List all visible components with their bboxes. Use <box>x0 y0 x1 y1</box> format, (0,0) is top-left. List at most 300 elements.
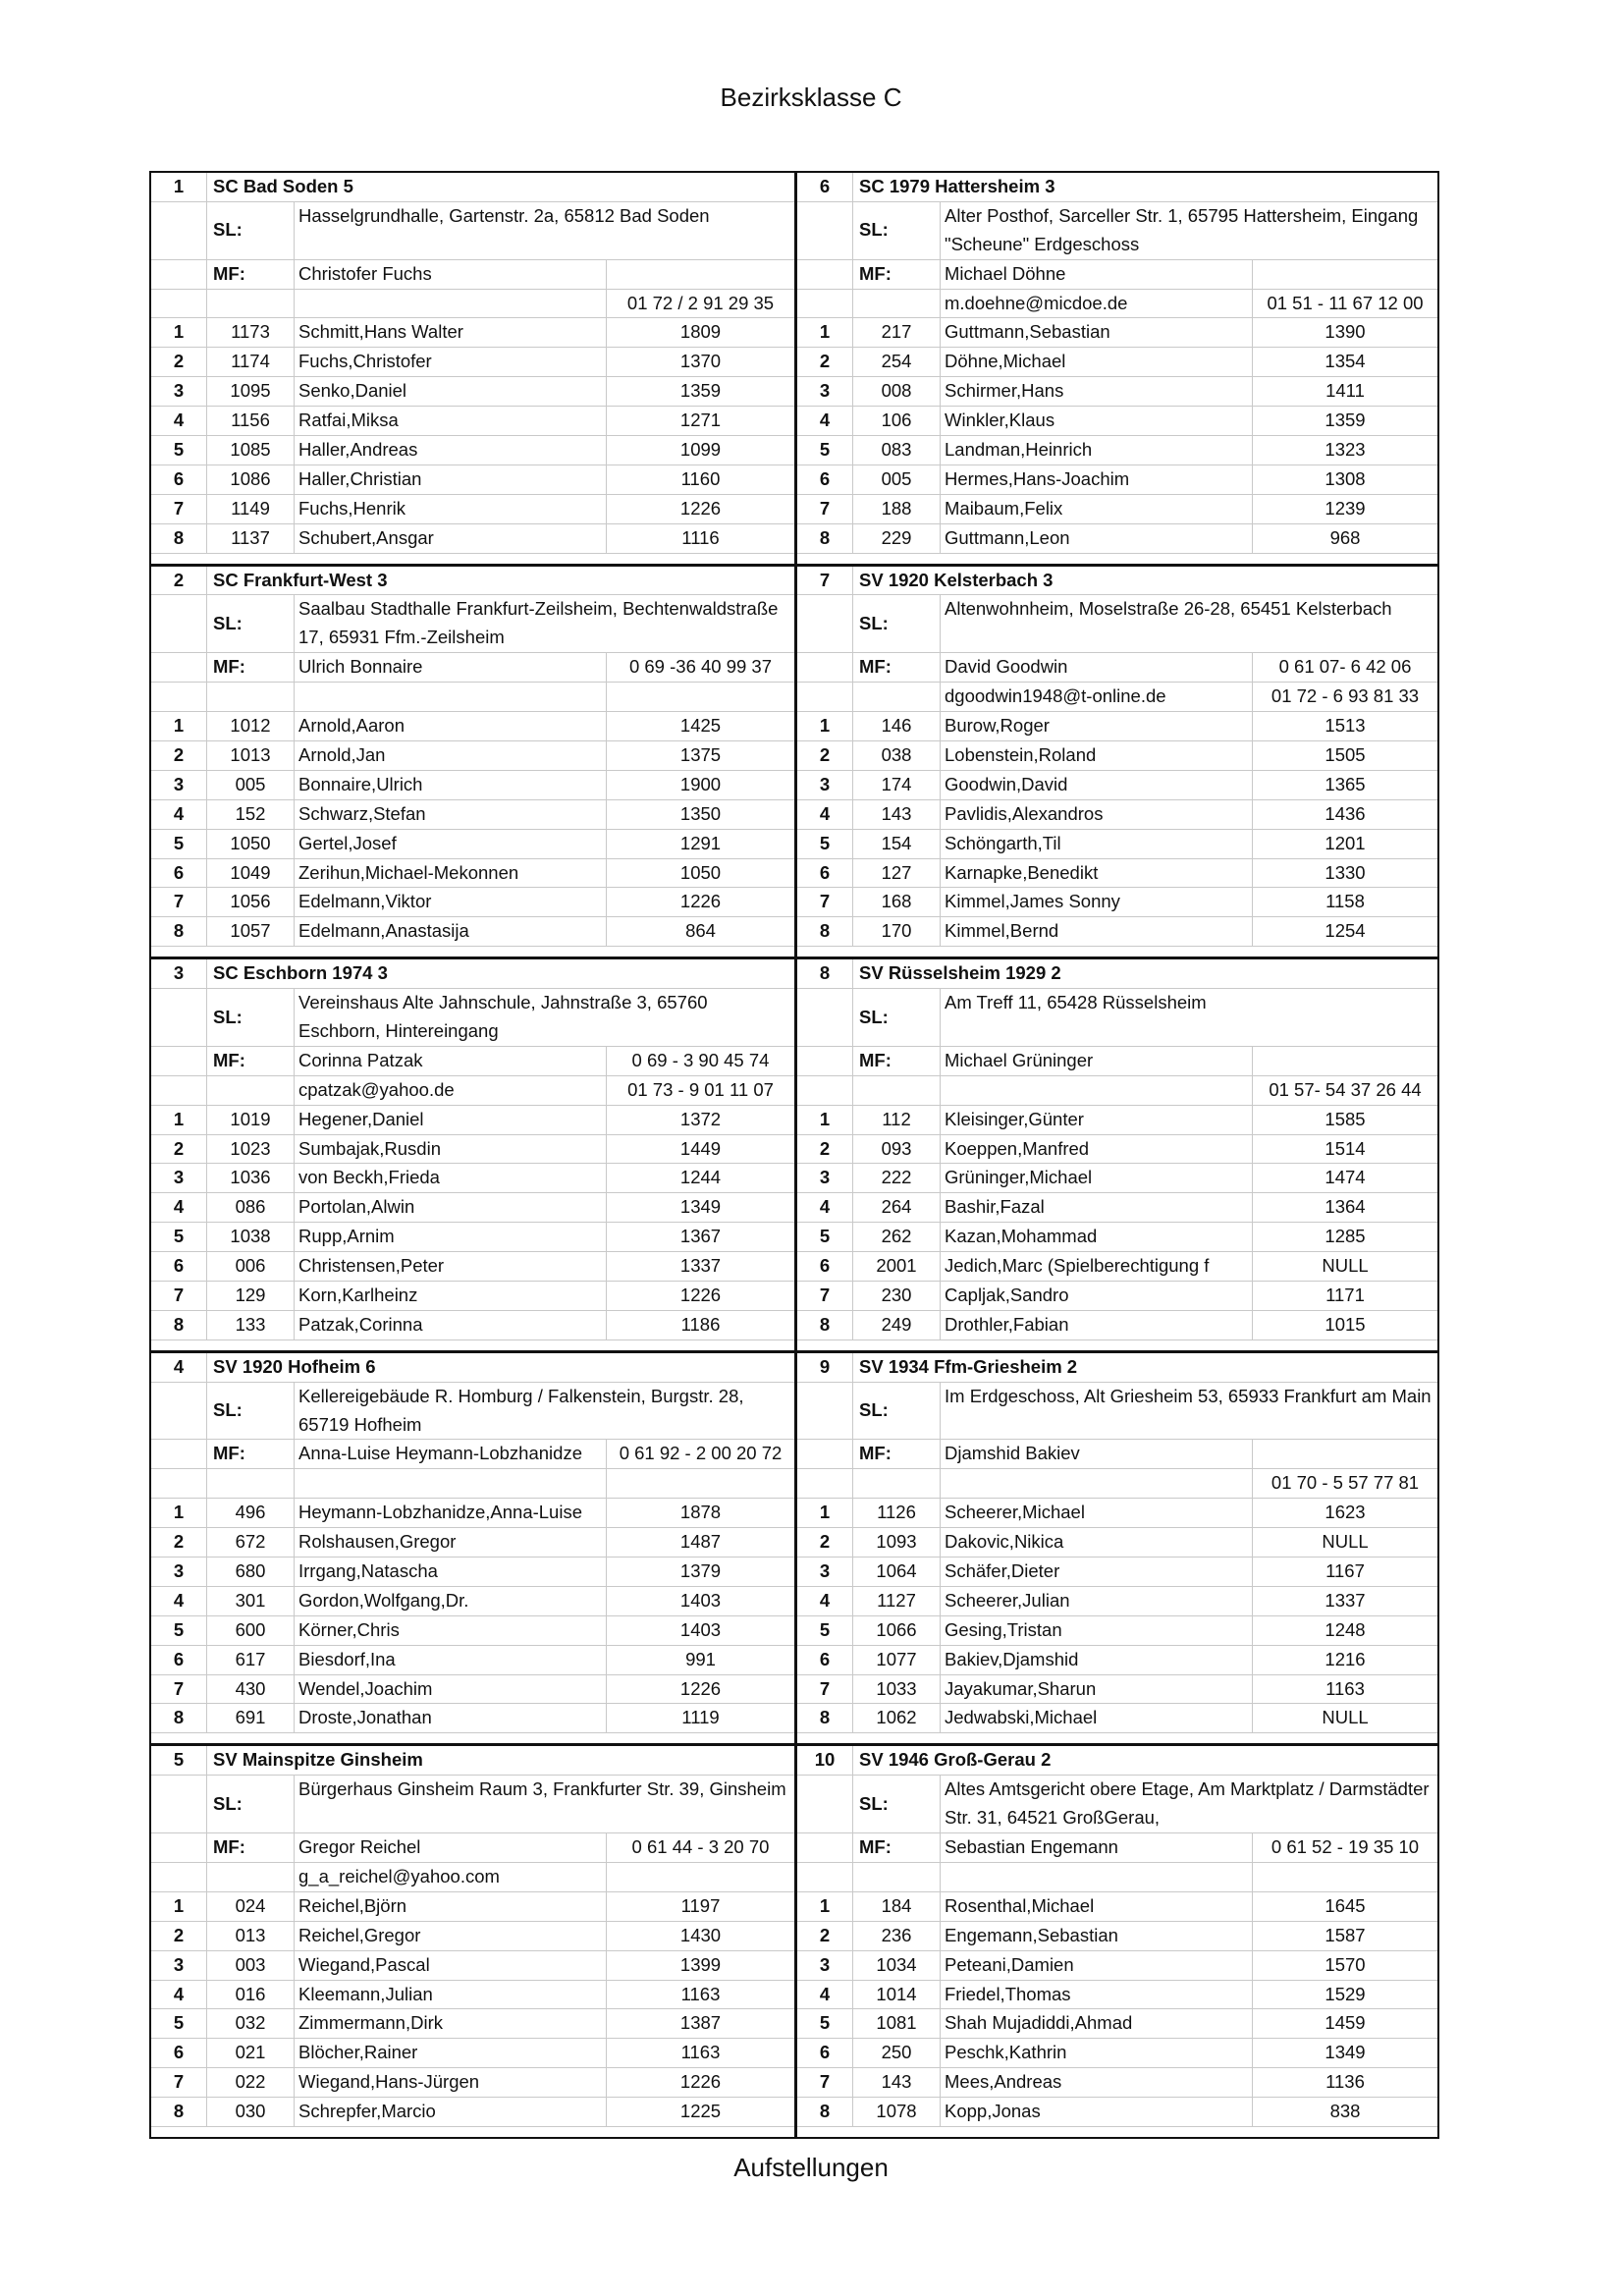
player-row <box>151 1675 794 1705</box>
team-number: 4 <box>151 1353 207 1382</box>
player-name: Karnapke,Benedikt <box>941 859 1253 888</box>
board-number: 5 <box>797 830 853 858</box>
player-name: Fuchs,Henrik <box>295 495 607 523</box>
player-rating: 1359 <box>1325 410 1366 431</box>
player-id: 005 <box>853 465 941 494</box>
board-number: 8 <box>797 917 853 946</box>
player-rating: 1403 <box>679 1618 722 1640</box>
player-name: Gesing,Tristan <box>941 1616 1253 1645</box>
team-header <box>797 567 1437 596</box>
sl-label: SL: <box>853 1776 941 1832</box>
player-rating: 1136 <box>1325 2071 1365 2093</box>
mf-label: MF: <box>207 260 295 289</box>
contact-row <box>797 1863 1437 1892</box>
player-rating: 1372 <box>679 1108 722 1129</box>
venue-address: Am Treff 11, 65428 Rüsselsheim <box>945 992 1207 1013</box>
captain-name: Sebastian Engemann <box>941 1833 1253 1862</box>
player-id: 083 <box>853 436 941 465</box>
player-row <box>151 2068 794 2098</box>
player-id: 496 <box>207 1499 295 1527</box>
captain-phone <box>1253 1440 1437 1468</box>
player-id: 1056 <box>207 888 295 916</box>
spacer-row <box>797 947 1437 957</box>
player-id: 236 <box>853 1922 941 1950</box>
player-id: 2001 <box>853 1252 941 1281</box>
player-name: Döhne,Michael <box>941 348 1253 376</box>
board-number: 5 <box>797 436 853 465</box>
board-number: 6 <box>151 2039 207 2067</box>
player-row <box>151 465 794 495</box>
player-id: 022 <box>207 2068 295 2097</box>
board-number: 4 <box>797 1981 853 2009</box>
board-number: 6 <box>797 859 853 888</box>
board-number: 8 <box>151 1704 207 1732</box>
player-row <box>797 859 1437 889</box>
player-name: Korn,Karlheinz <box>295 1282 607 1310</box>
board-number: 5 <box>151 1223 207 1251</box>
player-id: 691 <box>207 1704 295 1732</box>
board-number: 7 <box>797 1282 853 1310</box>
player-rating: 1163 <box>680 1983 721 2004</box>
player-id: 1050 <box>207 830 295 858</box>
empty-cell <box>853 1469 941 1498</box>
player-rating: 1425 <box>679 715 722 737</box>
player-row <box>151 1282 794 1311</box>
player-rating: 1449 <box>679 1137 722 1159</box>
board-number: 6 <box>151 1252 207 1281</box>
captain-name: Michael Grüninger <box>941 1047 1253 1075</box>
player-rating: 1370 <box>679 351 722 372</box>
empty-cell <box>151 653 207 682</box>
board-number: 5 <box>151 436 207 465</box>
player-id: 112 <box>853 1106 941 1134</box>
team-header <box>797 959 1437 989</box>
player-row <box>797 1616 1437 1646</box>
team-name: SC 1979 Hattersheim 3 <box>859 176 1055 196</box>
player-rating: 1359 <box>679 380 722 402</box>
player-name: Rupp,Arnim <box>295 1223 607 1251</box>
spacer-row <box>151 554 794 564</box>
board-number: 4 <box>151 407 207 435</box>
spacer-row <box>151 1733 794 1743</box>
captain-row <box>797 653 1437 683</box>
player-row <box>151 2009 794 2039</box>
venue-address: Hasselgrundhalle, Gartenstr. 2a, 65812 Bad Soden <box>298 204 710 226</box>
board-number: 2 <box>151 348 207 376</box>
sl-label: SL: <box>853 202 941 259</box>
player-id: 229 <box>853 524 941 553</box>
player-name: Haller,Andreas <box>295 436 607 465</box>
venue-address: Altenwohnheim, Moselstraße 26-28, 65451 Kelsterbach <box>945 598 1392 620</box>
player-row <box>151 1106 794 1135</box>
player-row <box>151 348 794 377</box>
player-rating: 864 <box>685 920 716 942</box>
player-rating: 1387 <box>679 2012 722 2034</box>
player-row <box>797 1558 1437 1587</box>
empty-cell <box>797 1047 853 1075</box>
player-row <box>797 348 1437 377</box>
captain-phone <box>607 260 794 289</box>
player-rating: 1119 <box>681 1707 720 1728</box>
player-id: 1078 <box>853 2098 941 2126</box>
player-row <box>151 1311 794 1340</box>
captain-name: David Goodwin <box>941 653 1253 682</box>
empty-cell <box>151 202 207 259</box>
player-id: 005 <box>207 771 295 799</box>
board-number: 3 <box>797 1164 853 1192</box>
empty-cell <box>207 1469 295 1498</box>
venue-row <box>151 202 794 260</box>
player-name: Christensen,Peter <box>295 1252 607 1281</box>
player-id: 1149 <box>207 495 295 523</box>
player-id: 1014 <box>853 1981 941 2009</box>
player-id: 1066 <box>853 1616 941 1645</box>
player-id: 184 <box>853 1892 941 1921</box>
player-row <box>797 2068 1437 2098</box>
empty-cell <box>151 1383 207 1440</box>
sl-label: SL: <box>853 1383 941 1440</box>
venue-address: Alter Posthof, Sarceller Str. 1, 65795 Hattersheim, Eingang "Scheune" Erdgeschoss <box>945 204 1419 254</box>
player-name: Koeppen,Manfred <box>941 1135 1253 1164</box>
venue-address: Kellereigebäude R. Homburg / Falkenstein, Burgstr. 28, 65719 Hofheim <box>298 1385 744 1435</box>
player-name: Peteani,Damien <box>941 1951 1253 1980</box>
empty-cell <box>797 290 853 318</box>
venue-address: Altes Amtsgericht obere Etage, Am Marktplatz / Darmstädter Str. 31, 64521 GroßGerau, <box>945 1778 1430 1829</box>
player-row <box>151 712 794 741</box>
player-rating: 1399 <box>679 1953 722 1975</box>
board-number: 1 <box>151 318 207 347</box>
captain-row <box>151 1833 794 1863</box>
board-number: 1 <box>797 712 853 740</box>
player-name: Heymann-Lobzhanidze,Anna-Luise <box>295 1499 607 1527</box>
player-id: 1085 <box>207 436 295 465</box>
team-row <box>151 1350 1437 1744</box>
board-number: 2 <box>151 1135 207 1164</box>
player-name: Jedwabski,Michael <box>941 1704 1253 1732</box>
board-number: 8 <box>797 1704 853 1732</box>
venue-row <box>797 1776 1437 1833</box>
player-rating: 1254 <box>1325 920 1366 942</box>
player-id: 1036 <box>207 1164 295 1192</box>
board-number: 2 <box>797 1528 853 1557</box>
board-number: 3 <box>797 377 853 406</box>
team-block <box>794 1353 1437 1744</box>
captain-row <box>151 653 794 683</box>
empty-cell <box>797 260 853 289</box>
player-rating: 1225 <box>679 2101 722 2122</box>
team-row <box>151 957 1437 1350</box>
player-rating: 1285 <box>1325 1226 1366 1247</box>
player-row <box>797 1164 1437 1193</box>
player-row <box>797 1646 1437 1675</box>
empty-cell <box>853 683 941 711</box>
player-row <box>797 1311 1437 1340</box>
mf-label: MF: <box>853 260 941 289</box>
player-name: Körner,Chris <box>295 1616 607 1645</box>
captain-phone <box>1253 260 1437 289</box>
player-name: Portolan,Alwin <box>295 1193 607 1222</box>
board-number: 5 <box>151 1616 207 1645</box>
player-name: Wiegand,Hans-Jürgen <box>295 2068 607 2097</box>
empty-cell <box>151 1833 207 1862</box>
player-name: Winkler,Klaus <box>941 407 1253 435</box>
board-number: 4 <box>151 1981 207 2009</box>
player-id: 1019 <box>207 1106 295 1134</box>
player-id: 680 <box>207 1558 295 1586</box>
player-id: 003 <box>207 1951 295 1980</box>
player-name: Bakiev,Djamshid <box>941 1646 1253 1674</box>
sl-label: SL: <box>207 989 295 1046</box>
player-id: 1093 <box>853 1528 941 1557</box>
player-name: Reichel,Björn <box>295 1892 607 1921</box>
player-rating: 1160 <box>680 467 721 489</box>
player-row <box>151 1616 794 1646</box>
player-rating: 838 <box>1329 2101 1361 2122</box>
contact-phone: 01 72 - 6 93 81 33 <box>1271 685 1420 707</box>
player-id: 217 <box>853 318 941 347</box>
spacer-row <box>151 947 794 957</box>
player-rating: 1349 <box>679 1196 722 1218</box>
empty-cell <box>797 1383 853 1440</box>
player-row <box>797 1892 1437 1922</box>
empty-cell <box>151 683 207 711</box>
board-number: 3 <box>151 377 207 406</box>
player-rating: 1337 <box>679 1255 722 1277</box>
player-id: 1077 <box>853 1646 941 1674</box>
contact-email <box>941 1469 1253 1498</box>
player-row <box>151 1981 794 2010</box>
team-number: 5 <box>151 1746 207 1775</box>
player-rating: 1623 <box>1325 1502 1366 1523</box>
player-rating: 1411 <box>1325 380 1365 402</box>
team-name: SC Bad Soden 5 <box>213 176 353 196</box>
player-name: Zimmermann,Dirk <box>295 2009 607 2038</box>
player-name: Schwarz,Stefan <box>295 800 607 829</box>
captain-name: Christofer Fuchs <box>295 260 607 289</box>
player-name: Edelmann,Anastasija <box>295 917 607 946</box>
contact-phone: 01 51 - 11 67 12 00 <box>1267 292 1424 313</box>
player-rating: 1570 <box>1325 1953 1366 1975</box>
player-id: 600 <box>207 1616 295 1645</box>
mf-label: MF: <box>207 1440 295 1468</box>
player-id: 672 <box>207 1528 295 1557</box>
player-id: 262 <box>853 1223 941 1251</box>
player-row <box>151 377 794 407</box>
player-name: Gordon,Wolfgang,Dr. <box>295 1587 607 1615</box>
player-id: 013 <box>207 1922 295 1950</box>
player-name: Arnold,Aaron <box>295 712 607 740</box>
player-row <box>151 830 794 859</box>
player-name: Kimmel,Bernd <box>941 917 1253 946</box>
player-rating: 1186 <box>680 1313 721 1335</box>
team-name: SV 1920 Hofheim 6 <box>213 1355 376 1377</box>
team-name: SV Mainspitze Ginsheim <box>213 1749 423 1771</box>
captain-name: Ulrich Bonnaire <box>295 653 607 682</box>
player-row <box>797 1951 1437 1981</box>
board-number: 1 <box>151 1892 207 1921</box>
empty-cell <box>797 653 853 682</box>
player-rating: 1350 <box>679 802 722 824</box>
board-number: 5 <box>151 830 207 858</box>
empty-cell <box>151 1076 207 1105</box>
player-id: 038 <box>853 741 941 770</box>
mf-label: MF: <box>207 1047 295 1075</box>
player-name: Friedel,Thomas <box>941 1981 1253 2009</box>
contact-email <box>941 1076 1253 1105</box>
board-number: 8 <box>797 524 853 553</box>
sl-label: SL: <box>207 1776 295 1832</box>
captain-phone: 0 61 52 - 19 35 10 <box>1271 1836 1420 1858</box>
player-rating: 1226 <box>679 1677 722 1699</box>
player-row <box>151 1252 794 1282</box>
board-number: 2 <box>151 741 207 770</box>
player-name: Lobenstein,Roland <box>941 741 1253 770</box>
player-name: Ratfai,Miksa <box>295 407 607 435</box>
player-id: 1012 <box>207 712 295 740</box>
board-number: 4 <box>797 1587 853 1615</box>
empty-cell <box>797 202 853 259</box>
player-id: 030 <box>207 2098 295 2126</box>
board-number: 5 <box>797 1616 853 1645</box>
contact-email: g_a_reichel@yahoo.com <box>295 1863 607 1891</box>
player-row <box>797 465 1437 495</box>
contact-row <box>151 1076 794 1106</box>
player-rating: 1514 <box>1325 1137 1366 1159</box>
player-name: Haller,Christian <box>295 465 607 494</box>
board-number: 2 <box>797 1135 853 1164</box>
team-header <box>151 1353 794 1383</box>
empty-cell <box>151 1863 207 1891</box>
player-name: Hermes,Hans-Joachim <box>941 465 1253 494</box>
player-name: Jayakumar,Sharun <box>941 1675 1253 1704</box>
board-number: 4 <box>797 800 853 829</box>
player-name: Droste,Jonathan <box>295 1704 607 1732</box>
board-number: 8 <box>797 1311 853 1339</box>
player-rating: 1367 <box>679 1226 722 1247</box>
team-number: 1 <box>151 173 207 201</box>
player-id: 170 <box>853 917 941 946</box>
player-id: 168 <box>853 888 941 916</box>
player-id: 143 <box>853 2068 941 2097</box>
player-name: Schäfer,Dieter <box>941 1558 1253 1586</box>
team-row <box>151 564 1437 957</box>
contact-row <box>797 1469 1437 1499</box>
contact-phone <box>607 683 794 711</box>
team-number: 6 <box>797 173 853 201</box>
player-rating: 1809 <box>679 321 722 343</box>
player-id: 024 <box>207 1892 295 1921</box>
board-number: 3 <box>797 1558 853 1586</box>
player-row <box>797 1587 1437 1616</box>
player-row <box>797 1675 1437 1705</box>
player-row <box>797 377 1437 407</box>
venue-row <box>151 1776 794 1833</box>
player-name: Dakovic,Nikica <box>941 1528 1253 1557</box>
player-name: Mees,Andreas <box>941 2068 1253 2097</box>
board-number: 1 <box>797 1892 853 1921</box>
player-row <box>151 1951 794 1981</box>
player-row <box>151 1528 794 1558</box>
player-row <box>151 1922 794 1951</box>
team-header <box>151 173 794 202</box>
player-name: Sumbajak,Rusdin <box>295 1135 607 1164</box>
player-row <box>797 830 1437 859</box>
player-rating: 1158 <box>1325 891 1365 912</box>
board-number: 3 <box>151 771 207 799</box>
player-id: 1173 <box>207 318 295 347</box>
team-number: 9 <box>797 1353 853 1382</box>
player-name: Drothler,Fabian <box>941 1311 1253 1339</box>
page-title: Bezirksklasse C <box>720 82 902 112</box>
team-block <box>794 173 1437 564</box>
player-id: 133 <box>207 1311 295 1339</box>
captain-row <box>797 1047 1437 1076</box>
contact-row <box>797 290 1437 319</box>
mf-label: MF: <box>207 1833 295 1862</box>
player-name: Bonnaire,Ulrich <box>295 771 607 799</box>
player-rating: 1226 <box>679 2071 722 2093</box>
venue-address: Saalbau Stadthalle Frankfurt-Zeilsheim, Bechtenwaldstraße 17, 65931 Ffm.-Zeilsheim <box>298 598 779 648</box>
player-name: Engemann,Sebastian <box>941 1922 1253 1950</box>
captain-phone: 0 61 44 - 3 20 70 <box>631 1836 770 1858</box>
board-number: 1 <box>797 1106 853 1134</box>
player-row <box>797 888 1437 917</box>
player-name: Peschk,Kathrin <box>941 2039 1253 2067</box>
contact-row <box>151 1469 794 1499</box>
player-rating: 1505 <box>1325 743 1366 765</box>
captain-row <box>151 260 794 290</box>
player-id: 222 <box>853 1164 941 1192</box>
player-name: Senko,Daniel <box>295 377 607 406</box>
empty-cell <box>853 1863 941 1891</box>
sl-label: SL: <box>207 1383 295 1440</box>
sl-label: SL: <box>853 989 941 1046</box>
player-name: Pavlidis,Alexandros <box>941 800 1253 829</box>
player-row <box>151 917 794 947</box>
empty-cell <box>797 1833 853 1862</box>
team-header <box>151 1746 794 1776</box>
team-name: SV 1946 Groß-Gerau 2 <box>859 1749 1052 1771</box>
spacer-row <box>797 2127 1437 2137</box>
player-id: 152 <box>207 800 295 829</box>
board-number: 6 <box>797 1252 853 1281</box>
player-rating: 1216 <box>1325 1648 1366 1669</box>
player-name: Kleemann,Julian <box>295 1981 607 2009</box>
team-block <box>794 567 1437 957</box>
player-rating: NULL <box>1322 1531 1369 1553</box>
board-number: 1 <box>151 1499 207 1527</box>
player-row <box>797 318 1437 348</box>
contact-email <box>295 683 607 711</box>
player-row <box>797 1981 1437 2010</box>
player-id: 1081 <box>853 2009 941 2038</box>
board-number: 7 <box>797 2068 853 2097</box>
player-rating: 1239 <box>1325 497 1366 519</box>
player-row <box>797 712 1437 741</box>
player-name: Burow,Roger <box>941 712 1253 740</box>
contact-phone <box>1253 1863 1437 1891</box>
board-number: 3 <box>151 1164 207 1192</box>
player-id: 1126 <box>853 1499 941 1527</box>
player-rating: NULL <box>1322 1707 1369 1728</box>
captain-row <box>151 1047 794 1076</box>
contact-email: dgoodwin1948@t-online.de <box>941 683 1253 711</box>
contact-phone: 01 72 / 2 91 29 35 <box>626 292 775 313</box>
player-rating: 1226 <box>679 1285 722 1305</box>
venue-address: Im Erdgeschoss, Alt Griesheim 53, 65933 Frankfurt am Main <box>945 1385 1432 1406</box>
empty-cell <box>797 989 853 1046</box>
player-rating: 1587 <box>1325 1924 1366 1945</box>
